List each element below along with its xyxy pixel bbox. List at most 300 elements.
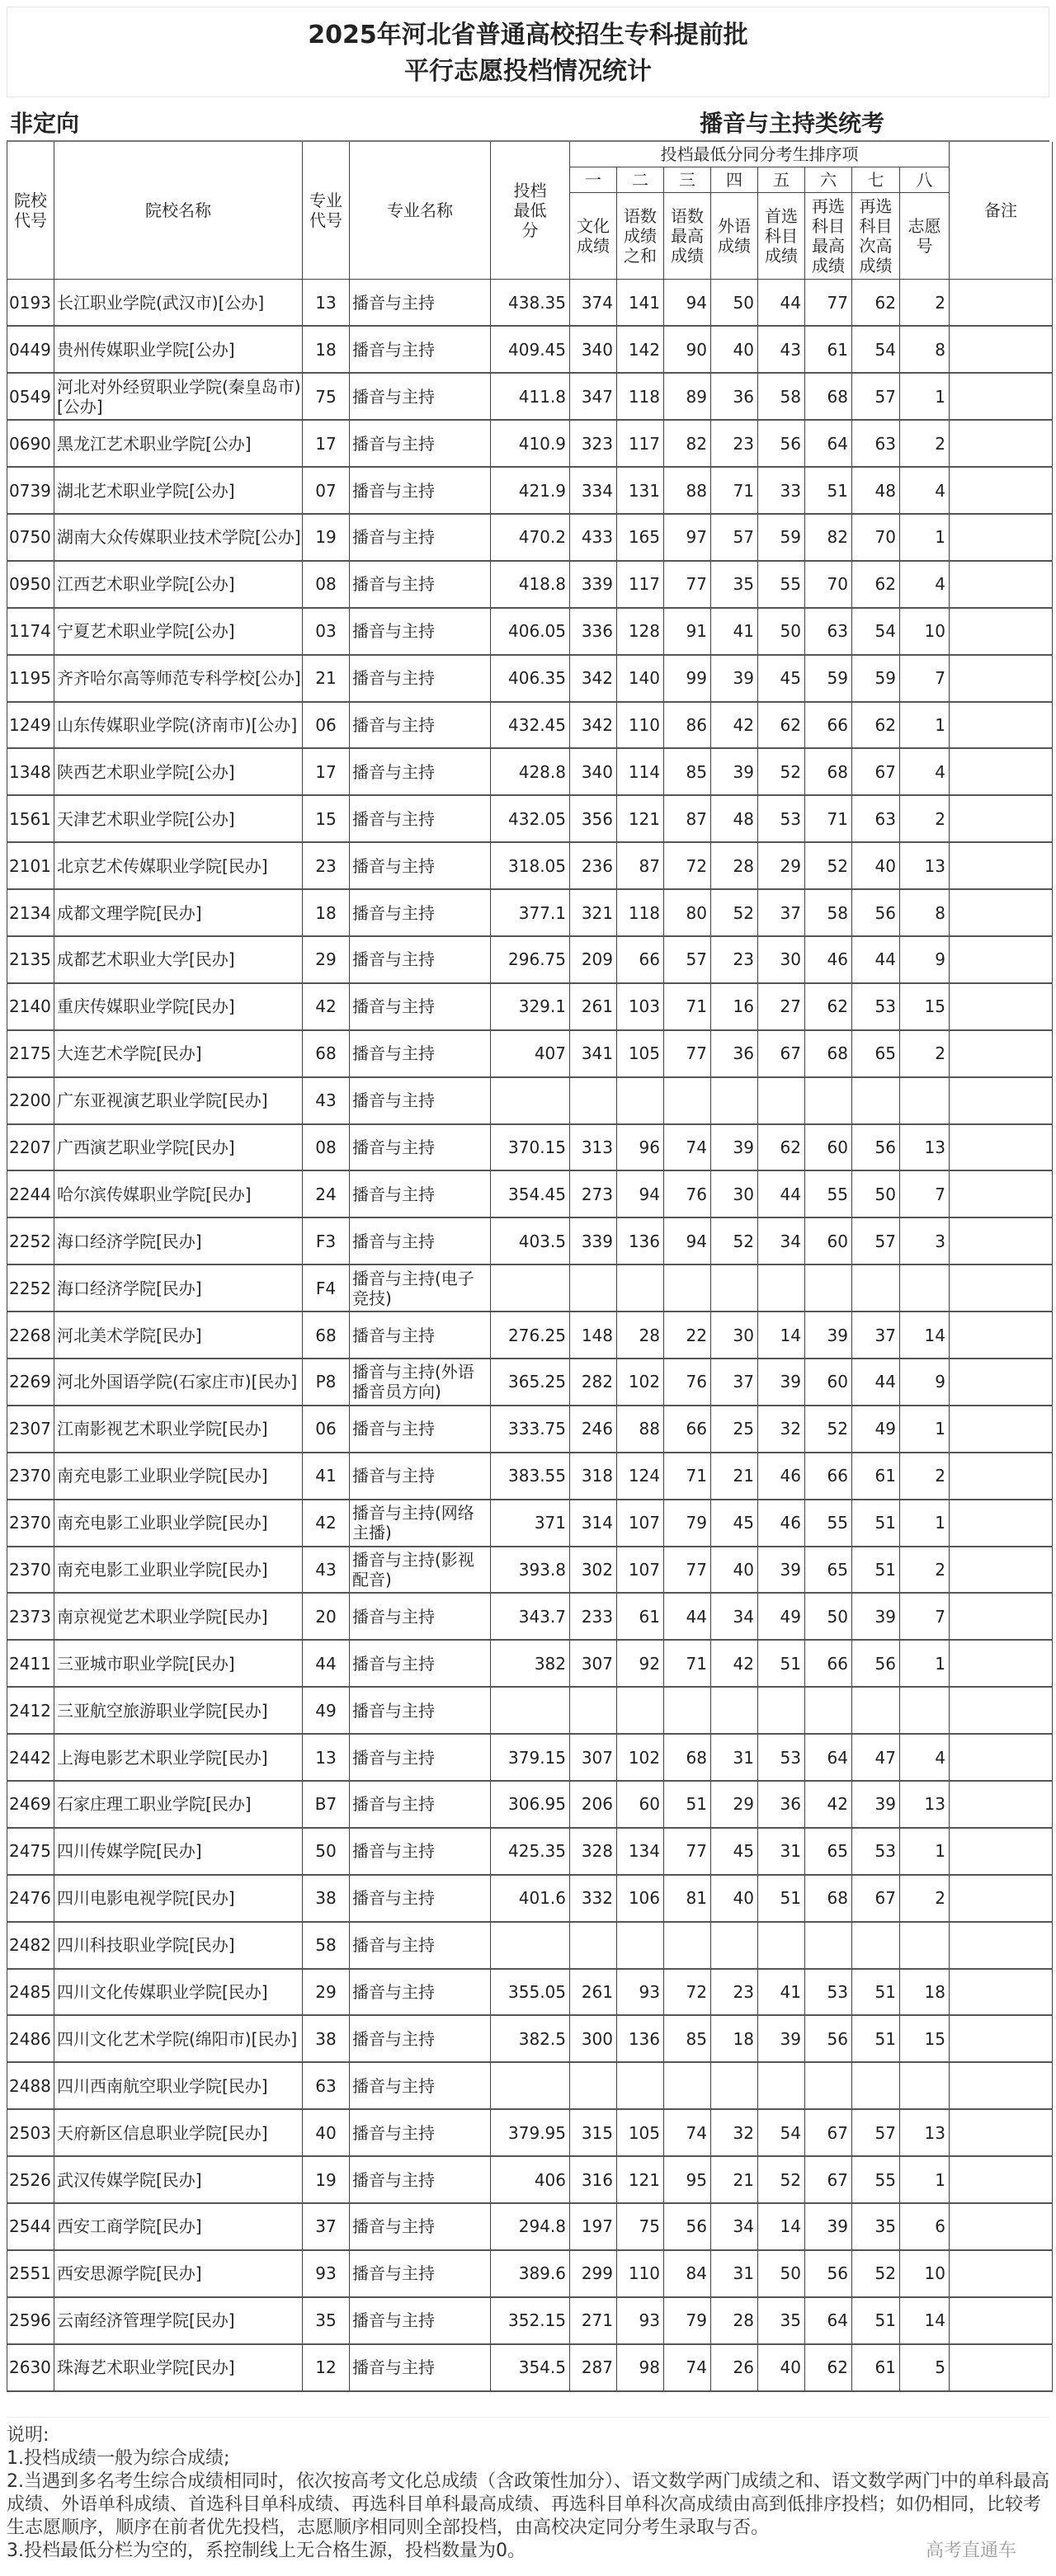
notes-heading: 说明: xyxy=(7,2424,50,2446)
table-row xyxy=(7,373,1053,420)
foreign-language-score-cell: 52 xyxy=(711,889,758,936)
major-code-cell: 43 xyxy=(303,1077,350,1124)
chinese-math-max-cell: 86 xyxy=(664,702,711,749)
major-code-cell: 19 xyxy=(303,514,350,561)
major-name-cell: 播音与主持 xyxy=(350,514,491,561)
chinese-math-sum-cell: 93 xyxy=(617,1969,664,2016)
reelect-max-score-cell: 52 xyxy=(805,1406,852,1453)
reelect-second-score-cell: 56 xyxy=(852,1124,900,1171)
table-row xyxy=(7,608,1053,655)
reelect-second-score-cell xyxy=(852,1922,900,1969)
foreign-language-score-cell: 31 xyxy=(711,2250,758,2297)
major-name-cell: 播音与主持 xyxy=(350,608,491,655)
reelect-second-score-cell: 51 xyxy=(852,1547,900,1594)
chinese-math-max-cell: 74 xyxy=(664,2344,711,2391)
reelect-max-score-cell: 56 xyxy=(805,2015,852,2062)
foreign-language-score-cell: 57 xyxy=(711,514,758,561)
preference-number-cell: 1 xyxy=(900,1640,950,1687)
school-code-cell: 2252 xyxy=(7,1264,54,1312)
school-name-cell: 江南影视艺术职业学院[民办] xyxy=(54,1406,303,1453)
first-subject-score-cell: 39 xyxy=(758,2015,805,2062)
major-code-cell: 63 xyxy=(303,2062,350,2109)
table-row xyxy=(7,2015,1053,2062)
reelect-second-score-cell: 44 xyxy=(852,936,900,983)
major-code-cell: 24 xyxy=(303,1170,350,1217)
school-code-cell: 2486 xyxy=(7,2015,54,2062)
foreign-language-score-cell: 23 xyxy=(711,936,758,983)
school-name-cell: 海口经济学院[民办] xyxy=(54,1217,303,1264)
school-name-cell: 河北对外经贸职业学院(秦皇岛市)[公办] xyxy=(54,373,303,420)
reelect-second-score-cell: 50 xyxy=(852,1170,900,1217)
table-row xyxy=(7,2250,1053,2297)
chinese-math-sum-cell xyxy=(617,1922,664,1969)
major-code-cell: F3 xyxy=(303,1217,350,1264)
min-score-cell: 432.05 xyxy=(491,795,570,842)
preference-number-cell: 13 xyxy=(900,2109,950,2156)
chinese-math-max-cell xyxy=(664,2062,711,2109)
chinese-math-max-cell: 80 xyxy=(664,889,711,936)
min-score-cell xyxy=(491,1687,570,1734)
preference-number-cell: 8 xyxy=(900,889,950,936)
min-score-cell xyxy=(491,2062,570,2109)
first-subject-score-cell xyxy=(758,1077,805,1124)
chinese-math-max-cell: 66 xyxy=(664,1406,711,1453)
reelect-second-score-cell: 61 xyxy=(852,2344,900,2391)
reelect-max-score-cell: 62 xyxy=(805,2344,852,2391)
header-major-code: 专业代号 xyxy=(303,142,350,280)
preference-number-cell: 15 xyxy=(900,983,950,1030)
culture-score-cell: 315 xyxy=(570,2109,617,2156)
major-name-cell: 播音与主持 xyxy=(350,2109,491,2156)
remark-cell xyxy=(950,1500,1053,1547)
preference-number-cell: 4 xyxy=(900,561,950,608)
chinese-math-max-cell: 72 xyxy=(664,1969,711,2016)
preference-number-cell: 7 xyxy=(900,1170,950,1217)
reelect-second-score-cell: 57 xyxy=(852,1217,900,1264)
culture-score-cell: 323 xyxy=(570,420,617,467)
school-name-cell: 四川文化艺术学院(绵阳市)[民办] xyxy=(54,2015,303,2062)
school-name-cell: 西安工商学院[民办] xyxy=(54,2203,303,2250)
chinese-math-max-cell: 79 xyxy=(664,2297,711,2344)
chinese-math-sum-cell: 107 xyxy=(617,1547,664,1594)
chinese-math-sum-cell: 87 xyxy=(617,842,664,889)
remark-cell xyxy=(950,1359,1053,1406)
preference-number-cell xyxy=(900,1264,950,1312)
reelect-second-score-cell: 61 xyxy=(852,1453,900,1500)
major-name-cell: 播音与主持 xyxy=(350,655,491,702)
culture-score-cell: 340 xyxy=(570,748,617,795)
foreign-language-score-cell: 40 xyxy=(711,1875,758,1922)
school-name-cell: 河北外国语学院(石家庄市)[民办] xyxy=(54,1359,303,1406)
foreign-language-score-cell: 40 xyxy=(711,1547,758,1594)
min-score-cell: 389.6 xyxy=(491,2250,570,2297)
chinese-math-sum-cell: 121 xyxy=(617,2156,664,2203)
foreign-language-score-cell: 41 xyxy=(711,608,758,655)
table-row xyxy=(7,1828,1053,1875)
chinese-math-max-cell: 94 xyxy=(664,280,711,327)
school-code-cell: 2140 xyxy=(7,983,54,1030)
first-subject-score-cell: 53 xyxy=(758,795,805,842)
first-subject-score-cell: 29 xyxy=(758,842,805,889)
foreign-language-score-cell: 36 xyxy=(711,373,758,420)
preference-number-cell: 1 xyxy=(900,702,950,749)
chinese-math-sum-cell: 142 xyxy=(617,326,664,373)
reelect-second-score-cell: 57 xyxy=(852,373,900,420)
first-subject-score-cell: 14 xyxy=(758,1312,805,1359)
culture-score-cell: 334 xyxy=(570,467,617,514)
preference-number-cell xyxy=(900,2062,950,2109)
table-row xyxy=(7,1030,1053,1077)
culture-score-cell: 302 xyxy=(570,1547,617,1594)
chinese-math-sum-cell: 118 xyxy=(617,889,664,936)
table-row xyxy=(7,2344,1053,2391)
major-code-cell: 12 xyxy=(303,2344,350,2391)
header-criterion-label: 外语成绩 xyxy=(718,216,751,256)
remark-cell xyxy=(950,936,1053,983)
chinese-math-max-cell xyxy=(664,1264,711,1312)
header-order-8: 八 xyxy=(900,167,950,193)
min-score-cell: 428.8 xyxy=(491,748,570,795)
reelect-second-score-cell: 54 xyxy=(852,326,900,373)
culture-score-cell: 339 xyxy=(570,1217,617,1264)
major-code-cell: 37 xyxy=(303,2203,350,2250)
preference-number-cell: 2 xyxy=(900,1875,950,1922)
table-row xyxy=(7,1687,1053,1734)
reelect-max-score-cell xyxy=(805,2062,852,2109)
foreign-language-score-cell xyxy=(711,1077,758,1124)
reelect-max-score-cell: 71 xyxy=(805,795,852,842)
school-code-cell: 2134 xyxy=(7,889,54,936)
reelect-max-score-cell: 66 xyxy=(805,1640,852,1687)
major-name-cell: 播音与主持 xyxy=(350,1453,491,1500)
chinese-math-sum-cell: 98 xyxy=(617,2344,664,2391)
foreign-language-score-cell: 25 xyxy=(711,1406,758,1453)
foreign-language-score-cell: 21 xyxy=(711,2156,758,2203)
preference-number-cell: 15 xyxy=(900,2015,950,2062)
chinese-math-max-cell: 88 xyxy=(664,467,711,514)
remark-cell xyxy=(950,1406,1053,1453)
culture-score-cell: 321 xyxy=(570,889,617,936)
preference-number-cell: 4 xyxy=(900,467,950,514)
culture-score-cell: 313 xyxy=(570,1124,617,1171)
preference-number-cell: 1 xyxy=(900,1828,950,1875)
school-name-cell: 陕西艺术职业学院[公办] xyxy=(54,748,303,795)
major-code-cell: 23 xyxy=(303,842,350,889)
table-row xyxy=(7,983,1053,1030)
major-code-cell: 44 xyxy=(303,1640,350,1687)
table-row xyxy=(7,1453,1053,1500)
major-name-cell: 播音与主持 xyxy=(350,373,491,420)
preference-number-cell: 6 xyxy=(900,2203,950,2250)
reelect-max-score-cell: 68 xyxy=(805,1875,852,1922)
chinese-math-sum-cell: 61 xyxy=(617,1593,664,1640)
table-row xyxy=(7,326,1053,373)
culture-score-cell: 328 xyxy=(570,1828,617,1875)
chinese-math-sum-cell: 136 xyxy=(617,1217,664,1264)
major-code-cell: 06 xyxy=(303,702,350,749)
culture-score-cell: 318 xyxy=(570,1453,617,1500)
reelect-second-score-cell: 44 xyxy=(852,1359,900,1406)
school-code-cell: 2469 xyxy=(7,1781,54,1828)
major-name-cell: 播音与主持 xyxy=(350,280,491,327)
culture-score-cell: 261 xyxy=(570,983,617,1030)
first-subject-score-cell xyxy=(758,1264,805,1312)
header-criterion-1 xyxy=(570,193,617,280)
reelect-second-score-cell: 62 xyxy=(852,280,900,327)
table-row xyxy=(7,702,1053,749)
culture-score-cell: 347 xyxy=(570,373,617,420)
reelect-max-score-cell: 39 xyxy=(805,1312,852,1359)
school-code-cell: 2442 xyxy=(7,1734,54,1781)
remark-cell xyxy=(950,2062,1053,2109)
table-row xyxy=(7,748,1053,795)
culture-score-cell: 261 xyxy=(570,1969,617,2016)
min-score-cell: 411.8 xyxy=(491,373,570,420)
header-order-2: 二 xyxy=(617,167,664,193)
foreign-language-score-cell: 45 xyxy=(711,1828,758,1875)
chinese-math-max-cell: 77 xyxy=(664,1547,711,1594)
first-subject-score-cell: 55 xyxy=(758,561,805,608)
header-order-4: 四 xyxy=(711,167,758,193)
school-name-cell: 南京视觉艺术职业学院[民办] xyxy=(54,1593,303,1640)
table-row xyxy=(7,1359,1053,1406)
school-code-cell: 0449 xyxy=(7,326,54,373)
remark-cell xyxy=(950,608,1053,655)
culture-score-cell: 299 xyxy=(570,2250,617,2297)
first-subject-score-cell: 39 xyxy=(758,1359,805,1406)
reelect-max-score-cell: 66 xyxy=(805,1453,852,1500)
school-code-cell: 2370 xyxy=(7,1500,54,1547)
major-name-cell: 播音与主持 xyxy=(350,1828,491,1875)
culture-score-cell xyxy=(570,1687,617,1734)
header-criterion-label: 语数最高成绩 xyxy=(671,206,704,266)
major-code-cell: 38 xyxy=(303,1875,350,1922)
table-row xyxy=(7,1406,1053,1453)
min-score-cell: 379.15 xyxy=(491,1734,570,1781)
chinese-math-max-cell: 71 xyxy=(664,1453,711,1500)
remark-cell xyxy=(950,2250,1053,2297)
foreign-language-score-cell: 34 xyxy=(711,2203,758,2250)
chinese-math-max-cell: 77 xyxy=(664,561,711,608)
school-code-cell: 0193 xyxy=(7,280,54,327)
chinese-math-max-cell: 76 xyxy=(664,1170,711,1217)
reelect-second-score-cell: 63 xyxy=(852,795,900,842)
min-score-cell: 333.75 xyxy=(491,1406,570,1453)
reelect-max-score-cell: 77 xyxy=(805,280,852,327)
chinese-math-max-cell: 84 xyxy=(664,2250,711,2297)
reelect-second-score-cell: 62 xyxy=(852,702,900,749)
min-score-cell: 403.5 xyxy=(491,1217,570,1264)
major-code-cell: 17 xyxy=(303,420,350,467)
reelect-second-score-cell: 39 xyxy=(852,1593,900,1640)
school-code-cell: 2252 xyxy=(7,1217,54,1264)
major-code-cell: 35 xyxy=(303,2297,350,2344)
school-code-cell: 2412 xyxy=(7,1687,54,1734)
first-subject-score-cell: 32 xyxy=(758,1406,805,1453)
table-row xyxy=(7,2297,1053,2344)
preference-number-cell: 1 xyxy=(900,514,950,561)
chinese-math-max-cell: 71 xyxy=(664,1640,711,1687)
table-row xyxy=(7,1217,1053,1264)
min-score-cell: 425.35 xyxy=(491,1828,570,1875)
major-name-cell: 播音与主持 xyxy=(350,326,491,373)
school-name-cell: 珠海艺术职业学院[民办] xyxy=(54,2344,303,2391)
chinese-math-max-cell: 82 xyxy=(664,420,711,467)
remark-cell xyxy=(950,1264,1053,1312)
preference-number-cell: 10 xyxy=(900,608,950,655)
min-score-cell: 406.05 xyxy=(491,608,570,655)
culture-score-cell: 206 xyxy=(570,1781,617,1828)
foreign-language-score-cell: 71 xyxy=(711,467,758,514)
chinese-math-max-cell: 81 xyxy=(664,1875,711,1922)
min-score-cell: 438.35 xyxy=(491,280,570,327)
min-score-cell: 407 xyxy=(491,1030,570,1077)
school-code-cell: 2370 xyxy=(7,1547,54,1594)
chinese-math-max-cell: 90 xyxy=(664,326,711,373)
min-score-cell: 276.25 xyxy=(491,1312,570,1359)
chinese-math-sum-cell: 128 xyxy=(617,608,664,655)
reelect-second-score-cell: 53 xyxy=(852,1828,900,1875)
watermark: 高考直通车 xyxy=(925,2540,1016,2561)
header-school-name: 院校名称 xyxy=(54,142,303,280)
first-subject-score-cell: 54 xyxy=(758,2109,805,2156)
school-code-cell: 0549 xyxy=(7,373,54,420)
school-code-cell: 2596 xyxy=(7,2297,54,2344)
school-code-cell: 2200 xyxy=(7,1077,54,1124)
min-score-cell: 406.35 xyxy=(491,655,570,702)
remark-cell xyxy=(950,280,1053,327)
foreign-language-score-cell: 34 xyxy=(711,1593,758,1640)
chinese-math-max-cell xyxy=(664,1687,711,1734)
min-score-cell: 377.1 xyxy=(491,889,570,936)
min-score-cell: 382.5 xyxy=(491,2015,570,2062)
header-criterion-label: 文化成绩 xyxy=(577,216,610,256)
first-subject-score-cell: 34 xyxy=(758,1217,805,1264)
reelect-second-score-cell: 51 xyxy=(852,2297,900,2344)
reelect-max-score-cell: 53 xyxy=(805,1969,852,2016)
major-name-cell: 播音与主持 xyxy=(350,2344,491,2391)
foreign-language-score-cell xyxy=(711,1922,758,1969)
major-name-cell: 播音与主持 xyxy=(350,1077,491,1124)
school-name-cell: 成都艺术职业大学[民办] xyxy=(54,936,303,983)
major-code-cell: 20 xyxy=(303,1593,350,1640)
notes xyxy=(7,2417,1049,2573)
chinese-math-max-cell: 85 xyxy=(664,2015,711,2062)
first-subject-score-cell: 30 xyxy=(758,936,805,983)
culture-score-cell: 307 xyxy=(570,1734,617,1781)
school-name-cell: 长江职业学院(武汉市)[公办] xyxy=(54,280,303,327)
school-name-cell: 南充电影工业职业学院[民办] xyxy=(54,1500,303,1547)
reelect-max-score-cell: 61 xyxy=(805,326,852,373)
major-name-cell: 播音与主持(影视配音) xyxy=(350,1547,491,1594)
remark-cell xyxy=(950,373,1053,420)
table-row xyxy=(7,1077,1053,1124)
school-name-cell: 四川电影电视学院[民办] xyxy=(54,1875,303,1922)
foreign-language-score-cell: 30 xyxy=(711,1170,758,1217)
major-name-cell: 播音与主持 xyxy=(350,795,491,842)
preference-number-cell: 7 xyxy=(900,1593,950,1640)
school-code-cell: 0739 xyxy=(7,467,54,514)
header-order-1: 一 xyxy=(570,167,617,193)
min-score-cell: 354.5 xyxy=(491,2344,570,2391)
culture-score-cell: 209 xyxy=(570,936,617,983)
reelect-second-score-cell: 37 xyxy=(852,1312,900,1359)
school-name-cell: 湖北艺术职业学院[公办] xyxy=(54,467,303,514)
foreign-language-score-cell: 28 xyxy=(711,2297,758,2344)
school-code-cell: 2268 xyxy=(7,1312,54,1359)
chinese-math-sum-cell: 110 xyxy=(617,702,664,749)
reelect-max-score-cell: 42 xyxy=(805,1781,852,1828)
header-order-7: 七 xyxy=(852,167,900,193)
chinese-math-sum-cell: 94 xyxy=(617,1170,664,1217)
min-score-cell: 383.55 xyxy=(491,1453,570,1500)
table-row xyxy=(7,1170,1053,1217)
preference-number-cell: 2 xyxy=(900,420,950,467)
major-name-cell: 播音与主持 xyxy=(350,748,491,795)
preference-number-cell: 10 xyxy=(900,2250,950,2297)
chinese-math-max-cell: 56 xyxy=(664,2203,711,2250)
major-name-cell: 播音与主持 xyxy=(350,889,491,936)
school-code-cell: 2476 xyxy=(7,1875,54,1922)
major-name-cell: 播音与主持 xyxy=(350,2062,491,2109)
reelect-second-score-cell: 62 xyxy=(852,561,900,608)
first-subject-score-cell: 31 xyxy=(758,1828,805,1875)
school-code-cell: 2485 xyxy=(7,1969,54,2016)
culture-score-cell: 314 xyxy=(570,1500,617,1547)
school-name-cell: 哈尔滨传媒职业学院[民办] xyxy=(54,1170,303,1217)
table-row xyxy=(7,2062,1053,2109)
major-code-cell: 13 xyxy=(303,280,350,327)
table-row xyxy=(7,561,1053,608)
chinese-math-max-cell: 77 xyxy=(664,1828,711,1875)
remark-cell xyxy=(950,2109,1053,2156)
culture-score-cell: 341 xyxy=(570,1030,617,1077)
preference-number-cell xyxy=(900,1922,950,1969)
remark-cell xyxy=(950,1170,1053,1217)
culture-score-cell: 332 xyxy=(570,1875,617,1922)
section-category: 播音与主持类统考 xyxy=(699,110,884,137)
remark-cell xyxy=(950,2156,1053,2203)
reelect-second-score-cell: 55 xyxy=(852,2156,900,2203)
first-subject-score-cell: 14 xyxy=(758,2203,805,2250)
chinese-math-max-cell xyxy=(664,1922,711,1969)
min-score-cell: 409.45 xyxy=(491,326,570,373)
reelect-second-score-cell xyxy=(852,1077,900,1124)
chinese-math-max-cell: 89 xyxy=(664,373,711,420)
culture-score-cell: 233 xyxy=(570,1593,617,1640)
header-criterion-label: 志愿号 xyxy=(908,216,941,256)
chinese-math-sum-cell: 121 xyxy=(617,795,664,842)
first-subject-score-cell: 37 xyxy=(758,889,805,936)
major-name-cell: 播音与主持 xyxy=(350,702,491,749)
first-subject-score-cell: 45 xyxy=(758,655,805,702)
culture-score-cell: 282 xyxy=(570,1359,617,1406)
chinese-math-sum-cell: 105 xyxy=(617,2109,664,2156)
major-name-cell: 播音与主持 xyxy=(350,1593,491,1640)
chinese-math-max-cell: 97 xyxy=(664,514,711,561)
table-row xyxy=(7,280,1053,327)
school-code-cell: 1195 xyxy=(7,655,54,702)
major-code-cell: 49 xyxy=(303,1687,350,1734)
header-criterion-8 xyxy=(900,193,950,280)
min-score-cell: 294.8 xyxy=(491,2203,570,2250)
min-score-cell xyxy=(491,1077,570,1124)
major-code-cell: 19 xyxy=(303,2156,350,2203)
major-name-cell: 播音与主持 xyxy=(350,2250,491,2297)
chinese-math-max-cell: 22 xyxy=(664,1312,711,1359)
reelect-max-score-cell: 62 xyxy=(805,983,852,1030)
min-score-cell xyxy=(491,1922,570,1969)
